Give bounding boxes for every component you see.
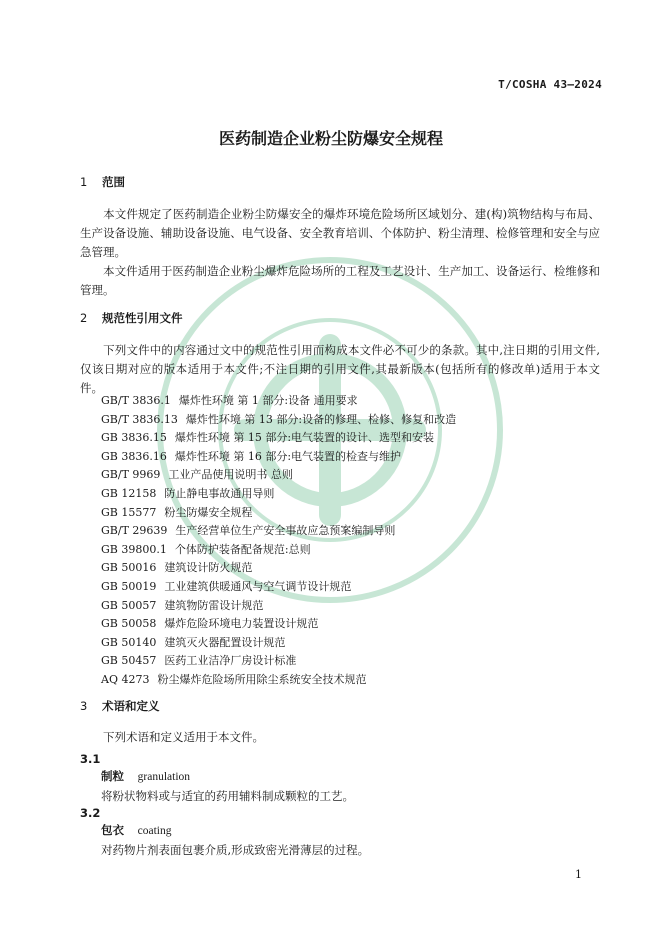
reference-item — [101, 504, 456, 523]
reference-title: 爆炸性环境 第 1 部分:设备 通用要求 — [178, 394, 358, 407]
scope-paragraph-1 — [80, 205, 600, 262]
reference-item — [101, 578, 456, 597]
reference-code: GB 39800.1 — [101, 542, 167, 556]
paragraph-text: 下列术语和定义适用于本文件。 — [103, 730, 264, 744]
terms-intro — [80, 728, 600, 747]
reference-code: GB 12158 — [101, 486, 157, 500]
paragraph-text: 下列文件中的内容通过文中的规范性引用而构成本文件必不可少的条款。其中,注日期的引用文件,仅该日期对应的版本适用于本文件;不注日期的引用文件,其最新版本(包括所有的修改单)适用于本文件。 — [80, 343, 600, 395]
reference-item — [101, 392, 456, 411]
section-heading-terms — [80, 698, 160, 714]
page-number: 1 — [575, 868, 582, 881]
term-chinese: 包衣 — [101, 823, 124, 837]
reference-code: GB/T 3836.1 — [101, 394, 171, 407]
reference-list — [101, 392, 456, 690]
reference-code: GB 3836.15 — [101, 431, 167, 445]
term-chinese: 制粒 — [101, 769, 124, 783]
reference-code: GB/T 3836.13 — [101, 412, 178, 426]
term-english: coating — [137, 825, 172, 837]
section-number: 2 — [80, 311, 88, 325]
references-intro — [80, 341, 600, 398]
reference-title: 防止静电事故通用导则 — [164, 486, 275, 500]
reference-title: 个体防护装备配备规范:总则 — [174, 542, 311, 556]
reference-title: 工业产品使用说明书 总则 — [168, 468, 293, 482]
reference-code: AQ 4273 — [101, 672, 150, 686]
reference-code: GB 50140 — [101, 635, 157, 649]
section-title: 规范性引用文件 — [102, 311, 183, 325]
reference-item — [101, 541, 456, 560]
paragraph-text: 本文件规定了医药制造企业粉尘防爆安全的爆炸环境危险场所区域划分、建(构)筑物结构与布局、生产设备设施、辅助设备设施、电气设备、安全教育培训、个体防护、粉尘清理、检修管理和安全与应急管理。 — [80, 207, 600, 259]
reference-code: GB 3836.16 — [101, 449, 167, 463]
reference-code: GB 50058 — [101, 617, 157, 631]
reference-item — [101, 597, 456, 616]
reference-title: 建筑物防雷设计规范 — [164, 598, 264, 612]
reference-title: 粉尘爆炸危险场所用除尘系统安全技术规范 — [157, 672, 367, 686]
term-number: 3.1 — [80, 752, 101, 766]
reference-item — [101, 671, 456, 690]
reference-code: GB 50457 — [101, 654, 157, 668]
reference-code: GB/T 9969 — [101, 468, 161, 482]
section-title: 范围 — [102, 175, 126, 189]
term-english: granulation — [137, 771, 191, 783]
term-heading — [101, 768, 190, 784]
reference-item — [101, 634, 456, 653]
reference-item — [101, 466, 456, 485]
reference-title: 建筑灭火器配置设计规范 — [164, 635, 286, 649]
reference-title: 建筑设计防火规范 — [164, 561, 253, 575]
reference-item — [101, 559, 456, 578]
reference-title: 爆炸性环境 第 16 部分:电气装置的检查与维护 — [174, 449, 402, 463]
section-title: 术语和定义 — [102, 699, 160, 713]
reference-item — [101, 522, 456, 541]
section-number: 1 — [80, 175, 88, 189]
reference-item — [101, 485, 456, 504]
reference-item — [101, 448, 456, 467]
reference-code: GB 15577 — [101, 505, 157, 519]
reference-item — [101, 429, 456, 448]
reference-title: 工业建筑供暖通风与空气调节设计规范 — [164, 579, 352, 593]
paragraph-text: 本文件适用于医药制造企业粉尘爆炸危险场所的工程及工艺设计、生产加工、设备运行、检维修和管理。 — [80, 264, 600, 297]
reference-title: 爆炸性环境 第 15 部分:电气装置的设计、选型和安装 — [174, 431, 435, 445]
standard-id: T/COSHA 43—2024 — [498, 78, 602, 91]
reference-code: GB/T 29639 — [101, 524, 168, 538]
term-heading — [101, 822, 172, 838]
section-heading-scope — [80, 174, 125, 190]
reference-title: 生产经营单位生产安全事故应急预案编制导则 — [175, 524, 396, 538]
scope-paragraph-2 — [80, 262, 600, 300]
section-heading-normative-references — [80, 310, 183, 326]
reference-code: GB 50016 — [101, 561, 157, 575]
reference-title: 医药工业洁净厂房设计标准 — [164, 654, 297, 668]
reference-item — [101, 411, 456, 430]
reference-title: 爆炸性环境 第 13 部分:设备的修理、检修、修复和改造 — [185, 412, 457, 426]
term-number: 3.2 — [80, 806, 101, 820]
document-title: 医药制造企业粉尘防爆安全规程 — [218, 129, 443, 148]
reference-item — [101, 615, 456, 634]
section-number: 3 — [80, 699, 88, 713]
reference-code: GB 50057 — [101, 598, 157, 612]
reference-item — [101, 652, 456, 671]
term-definition: 将粉状物料或与适宜的药用辅料制成颗粒的工艺。 — [101, 789, 354, 803]
reference-code: GB 50019 — [101, 579, 157, 593]
reference-title: 爆炸危险环境电力装置设计规范 — [164, 617, 319, 631]
reference-title: 粉尘防爆安全规程 — [164, 505, 253, 519]
term-definition: 对药物片剂表面包裹介质,形成致密光滑薄层的过程。 — [101, 843, 370, 857]
